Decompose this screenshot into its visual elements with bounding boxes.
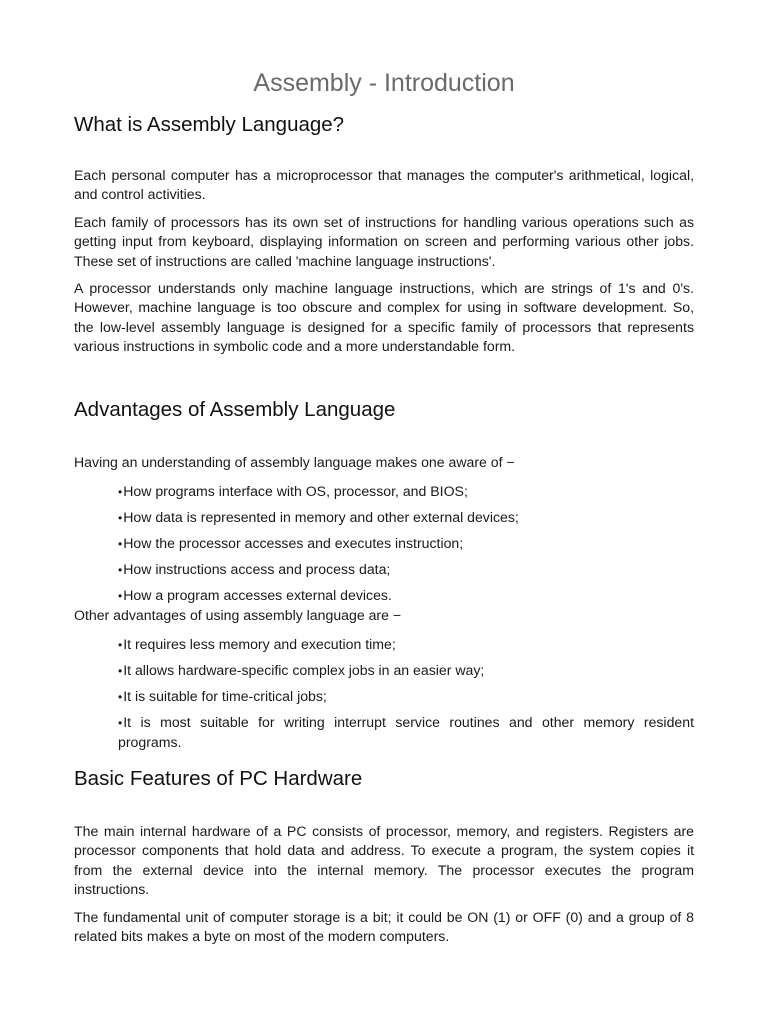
bullet-icon: •	[118, 562, 123, 577]
list-item: •How the processor accesses and executes instruction;	[118, 534, 694, 554]
list-item: •It is suitable for time-critical jobs;	[118, 687, 694, 707]
paragraph-internal-hardware: The main internal hardware of a PC consists of processor, memory, and registers. Registers are processor components that hold data and address. To execute a program, the system copies it from the external device into the internal memory. The processor executes the program instructions.	[74, 823, 694, 897]
advantages-bullet-list	[118, 482, 694, 612]
bullet-icon: •	[118, 715, 123, 730]
heading-advantages: Advantages of Assembly Language	[74, 398, 396, 421]
advantages-intro: Having an understanding of assembly language makes one aware of −	[74, 454, 515, 470]
other-advantages-bullet-list	[118, 635, 694, 758]
bullet-icon: •	[118, 689, 123, 704]
paragraph-instruction-set: Each family of processors has its own set of instructions for handling various operations such as getting input from keyboard, displaying information on screen and performing various other jobs. These set of instructions are called 'machine language instructions'.	[74, 214, 694, 269]
heading-what-is-assembly: What is Assembly Language?	[74, 113, 345, 136]
paragraph-microprocessor: Each personal computer has a microprocessor that manages the computer's arithmetical, logical, and control activities.	[74, 167, 694, 203]
list-item: •How programs interface with OS, processor, and BIOS;	[118, 482, 694, 502]
bullet-icon: •	[118, 536, 123, 551]
page-title: Assembly - Introduction	[253, 69, 515, 97]
bullet-icon: •	[118, 638, 123, 652]
list-item: •How a program accesses external devices.	[118, 586, 694, 606]
other-advantages-intro: Other advantages of using assembly language are −	[74, 607, 402, 623]
bullet-icon: •	[118, 588, 123, 603]
bullet-icon: •	[118, 510, 123, 525]
list-item: •How instructions access and process data;	[118, 560, 694, 580]
paragraph-storage-unit: The fundamental unit of computer storage is a bit; it could be ON (1) or OFF (0) and a group of 8 related bits makes a byte on most of the modern computers.	[74, 909, 694, 945]
bullet-icon: •	[118, 663, 123, 678]
paragraph-machine-language: A processor understands only machine language instructions, which are strings of 1's and 0's. However, machine language is too obscure and complex for using in software development. So, the low-level assembly language is designed for a specific family of processors that represents various instructions in symbolic code and a more understandable form.	[74, 280, 694, 354]
bullet-icon: •	[118, 485, 123, 499]
list-item: •How data is represented in memory and other external devices;	[118, 508, 694, 528]
heading-pc-hardware: Basic Features of PC Hardware	[74, 767, 363, 790]
list-item: •It allows hardware-specific complex jobs in an easier way;	[118, 661, 694, 681]
list-item: •It is most suitable for writing interrupt service routines and other memory resident programs.	[118, 713, 694, 751]
list-item: •It requires less memory and execution time;	[118, 635, 694, 655]
